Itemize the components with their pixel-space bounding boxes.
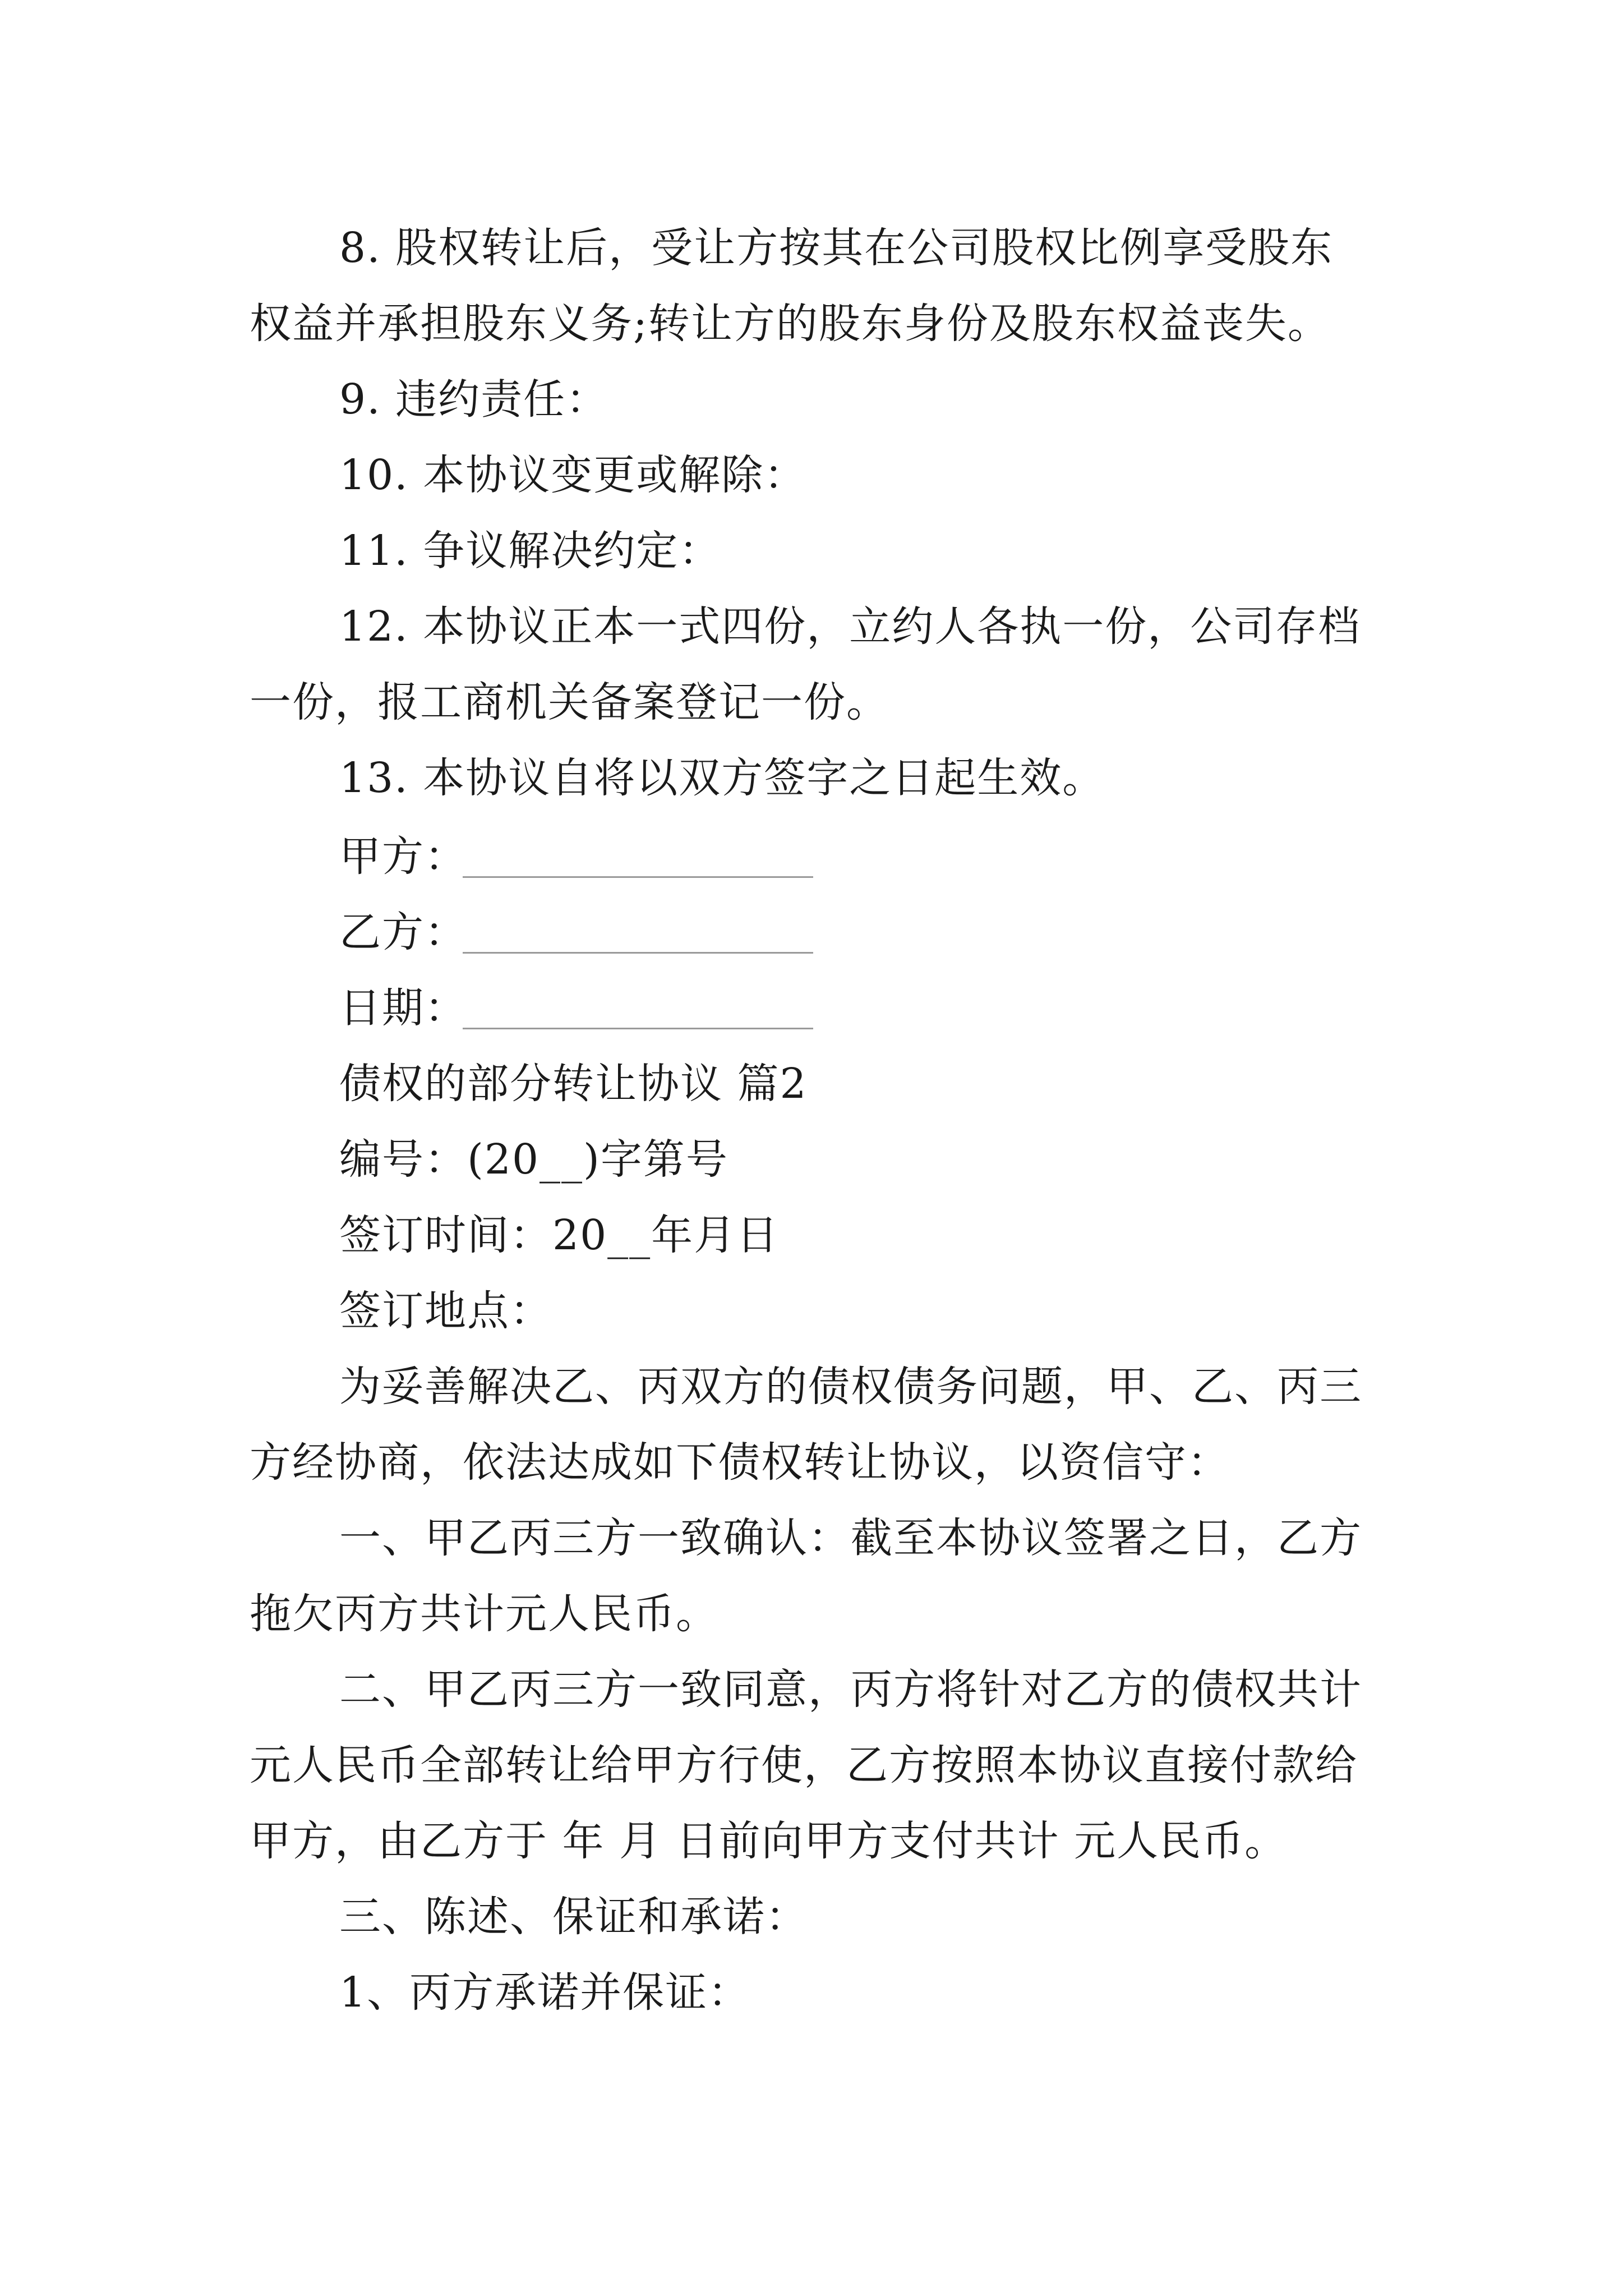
date-label: 日期： [339,984,467,1032]
clause-8-line-1: 8. 股权转让后，受让方按其在公司股权比例享受股东 [339,224,1334,272]
clause-9: 9. 违约责任： [339,375,609,424]
clause-three: 三、陈述、保证和承诺： [339,1893,808,1941]
agreement-number: 编号：(20__)字第号 [339,1135,728,1184]
clause-10: 10. 本协议变更或解除： [339,451,807,499]
section-2-title: 债权的部分转让协议 篇2 [339,1060,808,1108]
intro-line-2: 方经协商，依法达成如下债权转让协议，以资信守： [250,1438,1230,1487]
clause-13: 13. 本协议自将以双方签字之日起生效。 [339,754,1105,802]
clause-12-line-1: 12. 本协议正本一式四份，立约人各执一份，公司存档 [339,602,1361,651]
date-signature-line [463,1028,813,1029]
sign-time: 签订时间：20__年月日 [339,1211,780,1259]
party-a-label: 甲方： [339,832,467,881]
clause-8-line-2: 权益并承担股东义务;转让方的股东身份及股东权益丧失。 [250,300,1330,348]
clause-two-line-1: 二、甲乙丙三方一致同意，丙方将针对乙方的债权共计 [339,1665,1362,1714]
sign-place: 签订地点： [339,1287,552,1335]
clause-one-line-2: 拖欠丙方共计元人民币。 [250,1590,718,1638]
party-b-signature-line [463,952,813,954]
party-a-signature-line [463,876,813,878]
clause-two-line-2: 元人民币全部转让给甲方行使，乙方按照本协议直接付款给 [250,1741,1358,1789]
clause-two-line-3: 甲方，由乙方于 年 月 日前向甲方支付共计 元人民币。 [250,1817,1288,1865]
clause-11: 11. 争议解决约定： [339,527,722,575]
clause-12-line-2: 一份，报工商机关备案登记一份。 [250,678,889,726]
party-b-label: 乙方： [339,908,467,956]
clause-one-line-1: 一、甲乙丙三方一致确认：截至本协议签署之日，乙方 [339,1514,1362,1562]
intro-line-1: 为妥善解决乙、丙双方的债权债务问题，甲、乙、丙三 [339,1363,1362,1411]
clause-three-item-1: 1、丙方承诺并保证： [339,1968,751,2017]
